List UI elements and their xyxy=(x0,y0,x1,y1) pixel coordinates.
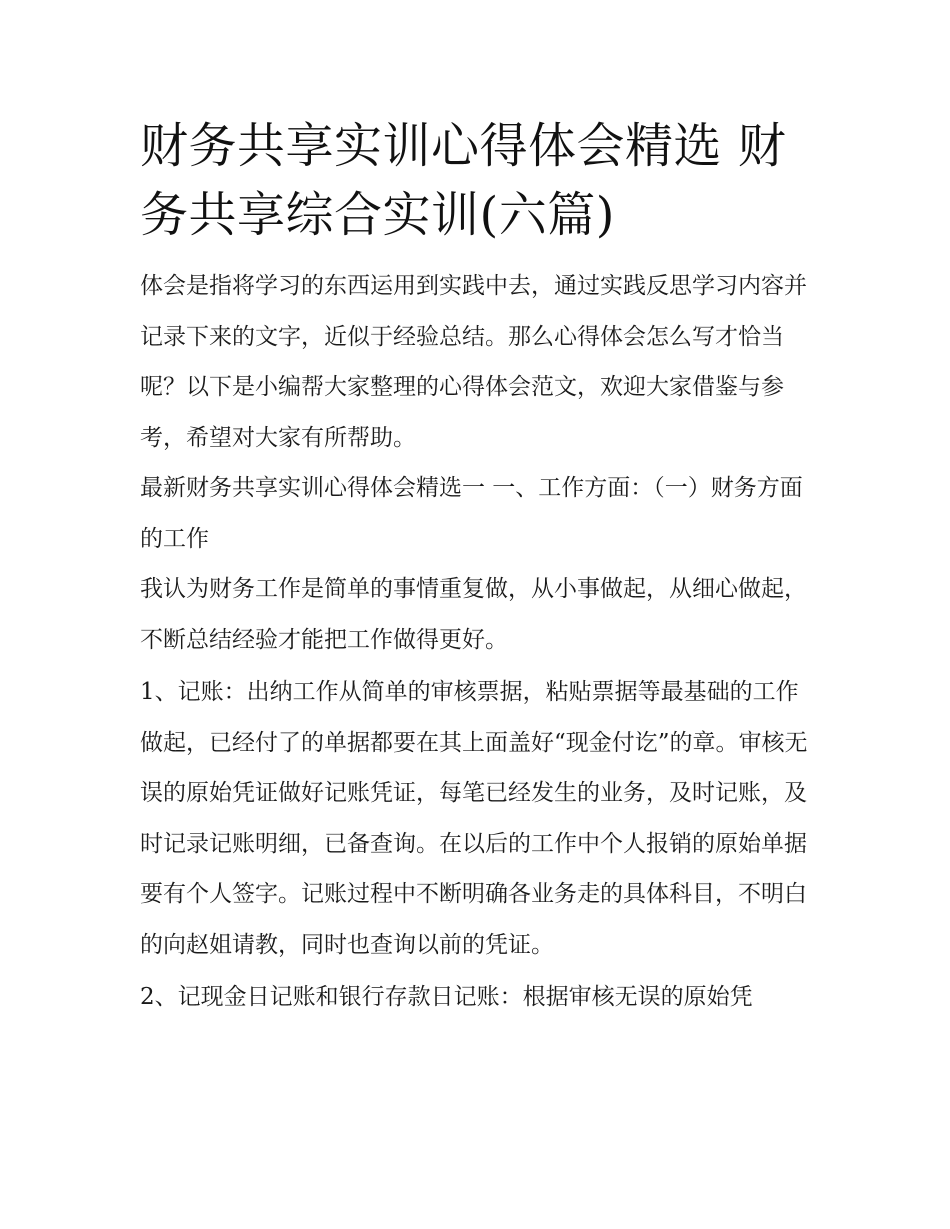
paragraph-intro: 体会是指将学习的东西运用到实践中去，通过实践反思学习内容并记录下来的文字，近似于经验总结。那么心得体会怎么写才恰当呢？以下是小编帮大家整理的心得体会范文，欢迎大家借鉴与参考，希望对大家有所帮助。 xyxy=(140,273,807,451)
document-title: 财务共享实训心得体会精选 财务共享综合实训(六篇) xyxy=(140,118,787,243)
paragraph-item-1-bookkeeping: 1、记账：出纳工作从简单的审核票据，粘贴票据等最基础的工作做起，已经付了的单据都要在其上面盖好“现金付讫”的章。审核无误的原始凭证做好记账凭证，每笔已经发生的业务，及时记账，及时记录记账明细，已备查询。在以后的工作中个人报销的原始单据要有个人签字。记账过程中不断明确各业务走的具体科目，不明白的向赵姐请教，同时也查询以前的凭证。 xyxy=(140,679,808,958)
document-page xyxy=(140,112,812,1023)
paragraph-work-attitude: 我认为财务工作是简单的事情重复做，从小事做起，从细心做起，不断总结经验才能把工作做得更好。 xyxy=(140,576,807,653)
paragraph-section-heading: 最新财务共享实训心得体会精选一 一、工作方面：（一）财务方面的工作 xyxy=(140,475,803,552)
paragraph-item-2-journal: 2、记现金日记账和银行存款日记账：根据审核无误的原始凭 xyxy=(140,984,753,1010)
